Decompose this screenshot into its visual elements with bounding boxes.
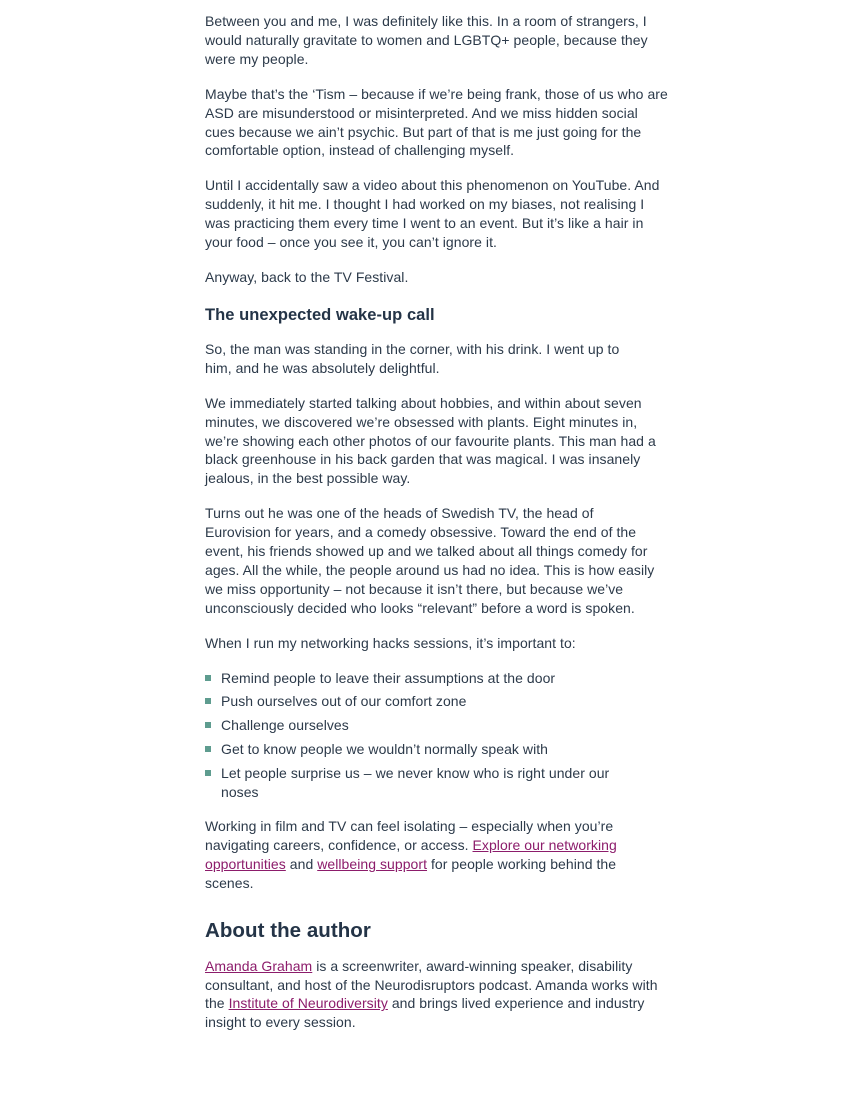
list-item-text: Challenge ourselves: [221, 717, 349, 734]
closing-text: and: [285, 855, 318, 872]
square-bullet-icon: [205, 698, 211, 704]
list-item: [205, 669, 671, 688]
closing-text: for people working behind the scenes.: [205, 855, 617, 891]
list-item-text: Remind people to leave their assumptions at the door: [221, 669, 556, 686]
author-name-link[interactable]: Amanda Graham: [205, 957, 313, 974]
author-bio-text: and brings lived experience and industry insight to every session.: [205, 995, 645, 1031]
paragraph: When I run my networking hacks sessions, it’s important to:: [205, 634, 576, 651]
wellbeing-support-link[interactable]: wellbeing support: [317, 855, 428, 872]
paragraph: Turns out he was one of the heads of Swedish TV, the head of Eurovision for years, and a comedy obsessive. Toward the end of the event, his friends showed up and we talked about all things comedy for ages. All the while, the people around us had no idea. This is how easily we miss opportunity – not because it isn’t there, but because we’ve unconsciously decided who looks “relevant” before a word is spoken.: [205, 505, 655, 616]
paragraph: Between you and me, I was definitely like this. In a room of strangers, I would naturally gravitate to women and LGBTQ+ people, because they were my people.: [205, 13, 648, 67]
networking-opportunities-link[interactable]: Explore our networking opportunities: [205, 836, 617, 872]
closing-paragraph: [205, 817, 671, 893]
square-bullet-icon: [205, 746, 211, 752]
paragraph: Maybe that’s the ‘Tism – because if we’re being frank, those of us who are ASD are misunderstood or misinterpreted. And we miss hidden social cues because we ain’t psychic. But part of that is me just going for the comfortable option, instead of challenging myself.: [205, 85, 668, 159]
square-bullet-icon: [205, 722, 211, 728]
list-item: [205, 692, 671, 711]
paragraph: Anyway, back to the TV Festival.: [205, 268, 409, 285]
list-item-text: Get to know people we wouldn’t normally speak with: [221, 741, 549, 758]
list-item: [205, 764, 671, 802]
paragraph: Until I accidentally saw a video about this phenomenon on YouTube. And suddenly, it hit me. I thought I had worked on my biases, not realising I was practicing them every time I went to an event. But it’s like a hair in your food – once you see it, you can’t ignore it.: [205, 177, 660, 251]
paragraph: So, the man was standing in the corner, with his drink. I went up to him, and he was absolutely delightful.: [205, 340, 620, 376]
square-bullet-icon: [205, 770, 211, 776]
institute-link[interactable]: Institute of Neurodiversity: [228, 995, 388, 1012]
list-item-text: Push ourselves out of our comfort zone: [221, 693, 467, 710]
list-item-text: Let people surprise us – we never know who is right under our noses: [221, 765, 610, 801]
article-body: [205, 12, 671, 1048]
author-bio: [205, 957, 671, 1033]
tips-list: [205, 669, 671, 802]
author-heading: About the author: [205, 918, 371, 942]
list-item: [205, 740, 671, 759]
author-bio-text: is a screenwriter, award-winning speaker, disability consultant, and host of the Neurodisruptors podcast. Amanda works with the: [205, 957, 658, 1012]
paragraph: We immediately started talking about hobbies, and within about seven minutes, we discovered we’re obsessed with plants. Eight minutes in, we’re showing each other photos of our favourite plants. This man had a black greenhouse in his back garden that was magical. I was insanely jealous, in the best possible way.: [205, 394, 656, 487]
section-heading-wakeup: The unexpected wake-up call: [205, 305, 435, 324]
list-item: [205, 716, 671, 735]
closing-text: Working in film and TV can feel isolating – especially when you’re navigating careers, confidence, or access.: [205, 818, 614, 853]
square-bullet-icon: [205, 675, 211, 681]
